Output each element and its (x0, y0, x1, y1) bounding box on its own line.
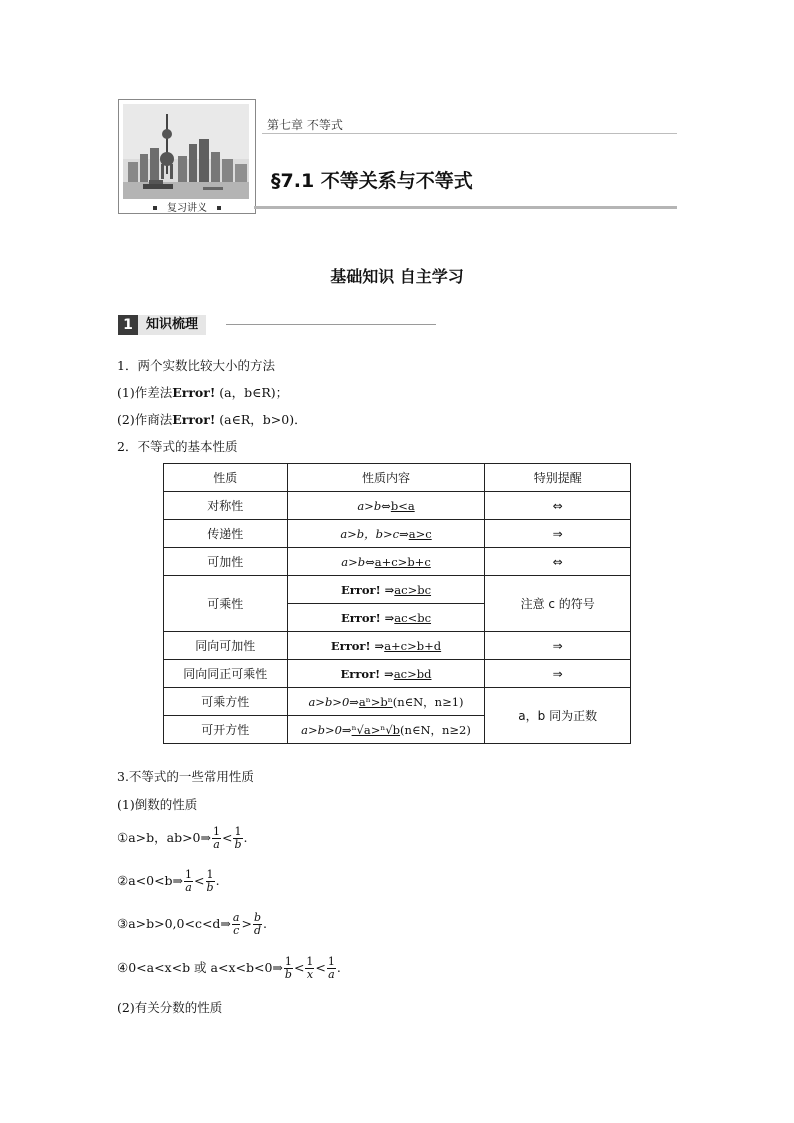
content-pre: Error! ⇒ (340, 582, 395, 597)
fraction (305, 956, 314, 981)
frac-num: a (232, 911, 240, 924)
content-pre: a>b，b>c⇒ (340, 526, 409, 541)
item1-heading: 1．两个实数比较大小的方法 (117, 358, 275, 373)
table-header-cell: 性质 (164, 464, 288, 492)
item2-heading: 2．不等式的基本性质 (117, 439, 238, 454)
p1-end: . (243, 830, 248, 845)
frac-den: b (234, 838, 242, 851)
frac-den: b (284, 968, 292, 981)
p1-pre: ①a>b，ab>0⇒ (117, 830, 211, 845)
content-underlined: ac<bc (394, 610, 432, 625)
content-pre: Error! ⇒ (340, 666, 394, 681)
section-title: §7.1 不等关系与不等式 (271, 170, 473, 192)
property-remark: ⇒ (485, 660, 631, 688)
property-remark: ⇔ (485, 492, 631, 520)
item1-line1-prefix: (1)作差法 (117, 385, 173, 400)
table-header-row (164, 464, 631, 492)
frac-den: a (213, 838, 220, 851)
frac-num: 1 (213, 825, 220, 838)
table-row (164, 576, 631, 604)
frac-num: 1 (206, 868, 214, 881)
item1-line1-suffix: (a，b∈R)； (215, 385, 289, 400)
property-remark: ⇒ (485, 520, 631, 548)
content-post: (n∈N，n≥1) (392, 694, 464, 709)
header-rule-thin (262, 133, 677, 134)
property-remark: 注意 c 的符号 (485, 576, 631, 632)
table-header-cell: 性质内容 (287, 464, 485, 492)
content-underlined: aⁿ>bⁿ (358, 694, 393, 709)
property-content (287, 660, 485, 688)
frac-den: c (233, 924, 240, 937)
property-content (287, 492, 485, 520)
content-pre: Error! ⇒ (330, 638, 385, 653)
content-pre: a>b⇔ (341, 554, 375, 569)
frac-num: 1 (327, 955, 335, 968)
item1-line1-error: Error! (172, 385, 216, 400)
property-content (287, 548, 485, 576)
reciprocal-property-1 (117, 826, 248, 851)
property-name: 可开方性 (164, 716, 288, 744)
fraction (206, 869, 215, 894)
table-row (164, 492, 631, 520)
p3-pre: ③a>b>0,0<c<d⇒ (117, 916, 231, 931)
table-row (164, 632, 631, 660)
item1-line2 (117, 412, 307, 428)
fraction (212, 826, 221, 851)
item3-heading: 3.不等式的一些常用性质 (117, 769, 254, 784)
fraction (327, 956, 336, 981)
table-row (164, 688, 631, 716)
content-post: (n∈N，n≥2) (400, 722, 471, 737)
subsection-rule (226, 324, 436, 325)
content-pre: a>b⇔ (357, 498, 391, 513)
frac-den: d (253, 924, 262, 937)
header-caption (118, 202, 256, 216)
p4-pre: ④0<a<x<b 或 a<x<b<0⇒ (117, 960, 283, 975)
content-pre: a>b>0⇒ (301, 722, 352, 737)
frac-num: 1 (185, 868, 193, 881)
property-content (287, 716, 485, 744)
property-name: 同向可加性 (164, 632, 288, 660)
caption-square-right (217, 206, 221, 210)
content-underlined: b<a (390, 498, 415, 513)
chapter-label: 第七章 不等式 (267, 118, 343, 132)
item1-line2-suffix: (a∈R，b>0)． (215, 412, 307, 427)
p2-op: < (194, 873, 205, 888)
item1-line2-prefix: (2)作商法 (117, 412, 173, 427)
p2-pre: ②a<0<b⇒ (117, 873, 184, 888)
content-underlined: a+c>b+c (374, 554, 431, 569)
header-city-photo (123, 104, 249, 199)
property-content (287, 604, 485, 632)
content-underlined: ac>bc (394, 582, 432, 597)
p1-op: < (222, 830, 233, 845)
header-rule-thick (254, 206, 677, 209)
frac-den: x (306, 968, 314, 981)
property-remark: a，b 同为正数 (485, 688, 631, 744)
p2-end: . (215, 873, 220, 888)
property-content (287, 576, 485, 604)
item1-line1 (117, 385, 288, 401)
property-name: 传递性 (164, 520, 288, 548)
content-underlined: ⁿ√a>ⁿ√b (351, 722, 401, 737)
property-remark: ⇒ (485, 632, 631, 660)
reciprocal-property-2 (117, 869, 220, 894)
content-underlined: a+c>b+d (384, 638, 442, 653)
caption-square-left (153, 206, 157, 210)
p3-op: > (241, 916, 252, 931)
subsection-label: 知识梳理 (138, 315, 206, 335)
frac-num: 1 (284, 955, 292, 968)
content-pre: Error! ⇒ (340, 610, 395, 625)
frac-den: a (185, 881, 192, 894)
frac-den: a (328, 968, 335, 981)
property-name: 可乘性 (164, 576, 288, 632)
part-title: 基础知识 自主学习 (330, 267, 464, 286)
table-row (164, 660, 631, 688)
p3-end: . (263, 916, 267, 931)
properties-table (163, 463, 631, 744)
fraction (184, 869, 193, 894)
item1-line2-error: Error! (172, 412, 216, 427)
reciprocal-property-4 (117, 956, 341, 981)
item3-sub1: (1)倒数的性质 (117, 797, 198, 812)
frac-num: 1 (306, 955, 314, 968)
property-name: 对称性 (164, 492, 288, 520)
content-underlined: a>c (408, 526, 432, 541)
property-name: 可加性 (164, 548, 288, 576)
table-row (164, 548, 631, 576)
property-content (287, 688, 485, 716)
p4-op: < (293, 960, 305, 975)
property-name: 同向同正可乘性 (164, 660, 288, 688)
skyline-illustration (123, 104, 249, 199)
fraction (284, 956, 293, 981)
content-pre: a>b>0⇒ (308, 694, 359, 709)
table-row (164, 520, 631, 548)
item3-sub2: (2)有关分数的性质 (117, 1000, 223, 1015)
table-header-cell: 特别提醒 (485, 464, 631, 492)
subsection-badge (118, 315, 206, 335)
content-underlined: ac>bd (393, 666, 432, 681)
fraction (233, 826, 242, 851)
property-content (287, 632, 485, 660)
frac-num: b (253, 911, 262, 924)
property-remark: ⇔ (485, 548, 631, 576)
property-content (287, 520, 485, 548)
fraction (253, 912, 262, 937)
reciprocal-property-3 (117, 912, 267, 937)
p4-op: < (315, 960, 326, 975)
p4-end: . (336, 960, 341, 975)
property-name: 可乘方性 (164, 688, 288, 716)
subsection-number: 1 (118, 315, 138, 335)
caption-text: 复习讲义 (167, 203, 207, 214)
fraction (232, 912, 241, 937)
frac-den: b (206, 881, 214, 894)
frac-num: 1 (234, 825, 242, 838)
